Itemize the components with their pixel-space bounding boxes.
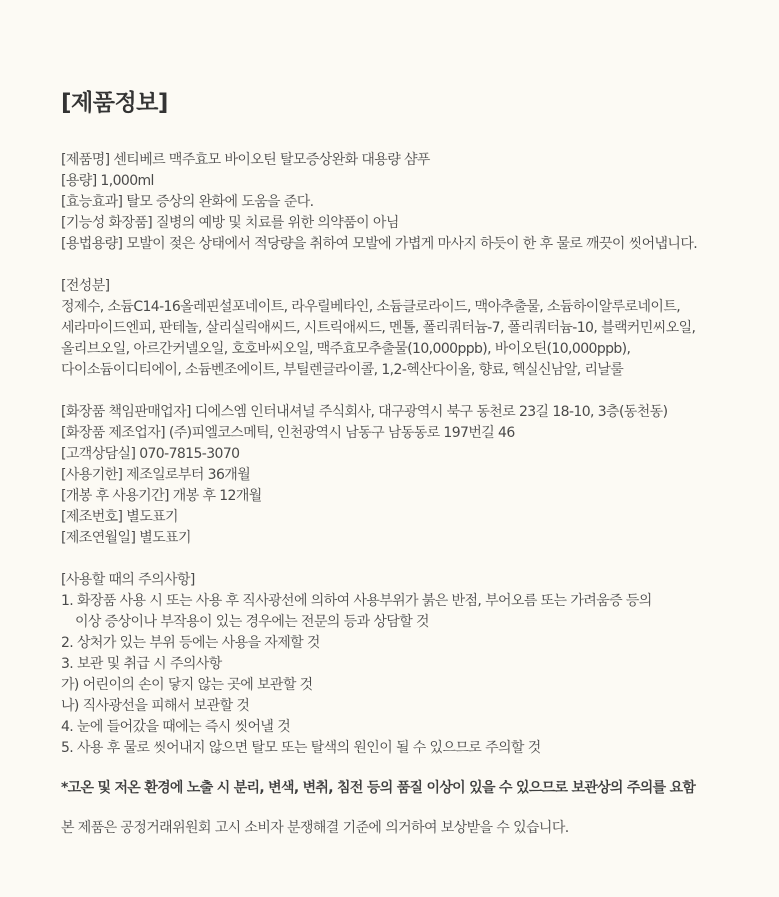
cautions-section	[61, 570, 759, 759]
product-details-section	[61, 150, 759, 255]
caution-item: 2. 상처가 있는 부위 등에는 사용을 자제할 것	[61, 635, 320, 651]
ingredients-heading: [전성분]	[61, 278, 110, 294]
caution-item: 5. 사용 후 물로 씻어내지 않으면 탈모 또는 탈색의 원인이 될 수 있으므로 주의할 것	[61, 740, 541, 756]
responsible-seller: [화장품 책임판매업자] 디에스엠 인터내셔널 주식회사, 대구광역시 북구 동천로 23길 18-10, 3층(동천동)	[61, 404, 668, 420]
ingredients-line: 다이소듐이디티에이, 소듐벤조에이트, 부틸렌글라이콜, 1,2-헥산다이올, 향료, 헥실신남알, 리날룰	[61, 362, 624, 378]
manufacturer: [화장품 제조업자] (주)피엘코스메틱, 인천광역시 남동구 남동동로 197번길 46	[61, 425, 515, 441]
caution-subitem: 나) 직사광선을 피해서 보관할 것	[61, 698, 250, 714]
product-name: [제품명] 센티베르 맥주효모 바이오틴 탈모증상완화 대용량 샴푸	[61, 152, 430, 168]
storage-notice: *고온 및 저온 환경에 노출 시 분리, 변색, 변취, 침전 등의 품질 이상이 있을 수 있으므로 보관상의 주의를 요함	[61, 780, 696, 796]
cautions-heading: [사용할 때의 주의사항]	[61, 572, 195, 588]
caution-item: 1. 화장품 사용 시 또는 사용 후 직사광선에 의하여 사용부위가 붉은 반점, 부어오름 또는 가려움증 등의	[61, 593, 652, 609]
caution-item-continuation: 이상 증상이나 부작용이 있는 경우에는 전문의 등과 상담할 것	[75, 614, 429, 630]
ingredients-line: 세라마이드엔피, 판테놀, 살리실릭애씨드, 시트릭애씨드, 멘톨, 폴리쿼터늄-7, 폴리쿼터늄-10, 블랙커민씨오일,	[61, 320, 696, 336]
ingredients-line: 올리브오일, 아르간커넬오일, 호호바씨오일, 맥주효모추출물(10,000ppb), 바이오틴(10,000ppb),	[61, 341, 631, 357]
company-info-section	[61, 402, 759, 549]
period-after-opening: [개봉 후 사용기간] 개봉 후 12개월	[61, 488, 262, 504]
caution-item: 3. 보관 및 취급 시 주의사항	[61, 656, 222, 672]
expiry-period: [사용기한] 제조일로부터 36개월	[61, 467, 251, 483]
ingredients-section	[61, 276, 759, 381]
product-efficacy: [효능효과] 탈모 증상의 완화에 도움을 준다.	[61, 194, 314, 210]
ingredients-line: 정제수, 소듐C14-16올레핀설포네이트, 라우릴베타인, 소듐클로라이드, 맥아추출물, 소듐하이알루로네이트,	[61, 299, 681, 315]
manufacture-date: [제조연월일] 별도표기	[61, 530, 191, 546]
usage-directions: [용법용량] 모발이 젖은 상태에서 적당량을 취하여 모발에 가볍게 마사지 하듯이 한 후 물로 깨끗이 씻어냅니다.	[61, 236, 698, 252]
compensation-note: 본 제품은 공정거래위원회 고시 소비자 분쟁해결 기준에 의거하여 보상받을 수 있습니다.	[61, 820, 569, 836]
lot-number: [제조번호] 별도표기	[61, 509, 178, 525]
caution-subitem: 가) 어린이의 손이 닿지 않는 곳에 보관할 것	[61, 677, 313, 693]
product-volume: [용량] 1,000ml	[61, 173, 154, 189]
caution-item: 4. 눈에 들어갔을 때에는 즉시 씻어낼 것	[61, 719, 291, 735]
functional-cosmetic-notice: [기능성 화장품] 질병의 예방 및 치료를 위한 의약품이 아님	[61, 215, 399, 231]
customer-service-phone: [고객상담실] 070-7815-3070	[61, 446, 240, 462]
page-title: [제품정보]	[61, 90, 168, 116]
